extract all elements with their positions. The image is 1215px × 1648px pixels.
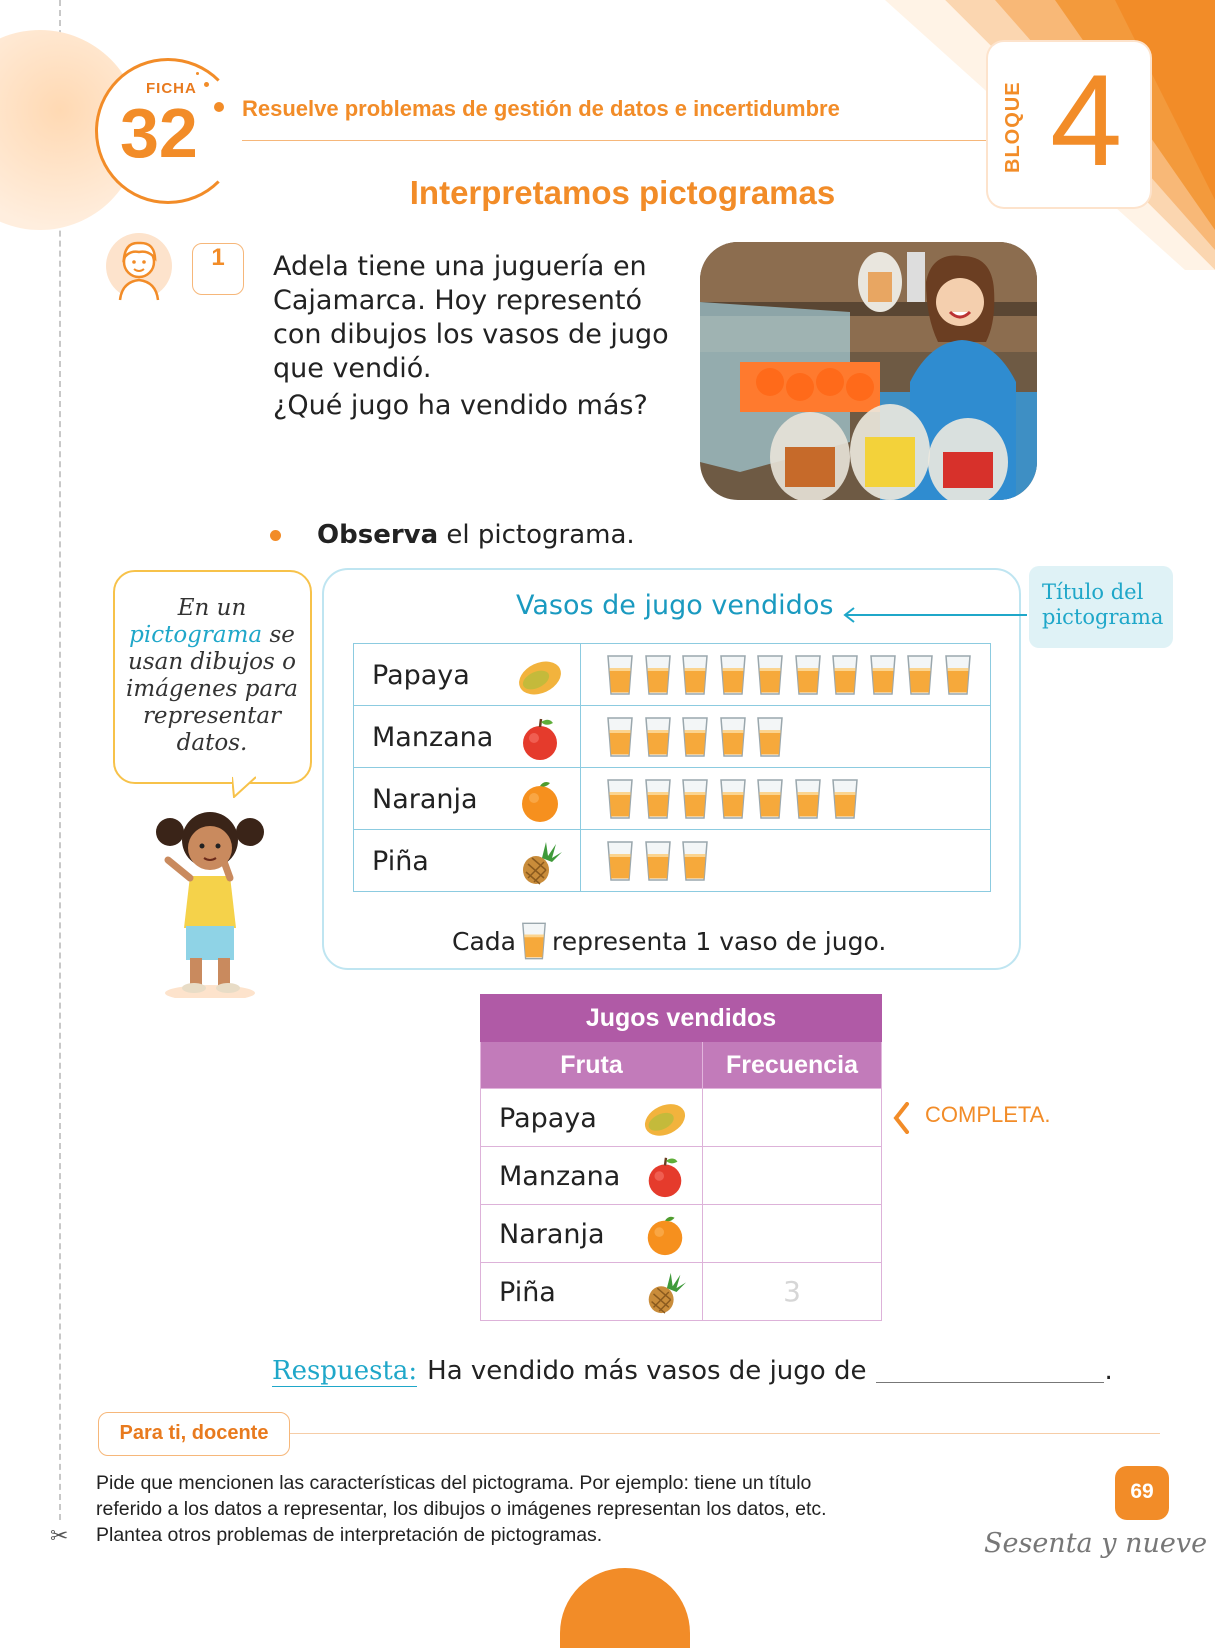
juice-glass-icon: [605, 839, 635, 883]
decor-dot: [204, 82, 209, 87]
column-header-fruta: Fruta: [481, 1042, 703, 1089]
papaya-icon: [516, 652, 564, 700]
observe-instruction: Observa el pictograma.: [270, 520, 635, 550]
answer-line: Respuesta: Ha vendido más vasos de jugo de .: [272, 1356, 1113, 1386]
apple-icon: [516, 714, 564, 762]
fruit-name: Naranja: [499, 1219, 605, 1250]
answer-blank[interactable]: [876, 1382, 1104, 1383]
frequency-input-cell[interactable]: [703, 1147, 882, 1205]
table-caption: Jugos vendidos: [481, 995, 882, 1042]
juice-glass-icon: [680, 653, 710, 697]
pictogram-legend: Cada representa 1 vaso de jugo.: [452, 920, 886, 962]
juice-glass-icon: [643, 715, 673, 759]
column-header-frecuencia: Frecuencia: [703, 1042, 882, 1089]
juice-glass-icon: [793, 777, 823, 821]
bullet-icon: [270, 530, 281, 541]
table-row: [481, 1089, 882, 1147]
juice-glass-icon: [943, 653, 973, 697]
bloque-number: 4: [1050, 47, 1123, 193]
pictogram-row: [354, 706, 991, 768]
bloque-label: BLOQUE: [1002, 81, 1024, 173]
juice-shop-illustration: [700, 242, 1037, 500]
juice-glass-icon: [643, 777, 673, 821]
pictogram-glasses-cell: [581, 644, 991, 706]
title-note-text: Título del pictograma: [1042, 580, 1164, 629]
bubble-text: En un pictograma se usan dibujos o imágenes para representar datos.: [126, 595, 298, 756]
table-row: [481, 1263, 882, 1321]
juice-glass-icon: [830, 653, 860, 697]
page-number: 69: [1130, 1480, 1154, 1503]
teacher-note-text: [96, 1470, 956, 1548]
pictogram-glasses-cell: [581, 830, 991, 892]
frequency-table: [480, 994, 882, 1321]
juice-glass-icon: [680, 777, 710, 821]
pictogram-fruit-cell: [354, 768, 581, 830]
juice-glass-icon: [868, 653, 898, 697]
arrow-left-icon: [842, 607, 1027, 623]
juice-glass-icon: [718, 653, 748, 697]
teacher-note-line: Pide que mencionen las características del pictograma. Por ejemplo: tiene un título: [96, 1472, 812, 1494]
pictogram-fruit-cell: [354, 830, 581, 892]
bubble-highlight: pictograma: [129, 622, 263, 648]
fruit-name: Piña: [499, 1277, 556, 1308]
juice-glass-icon: [643, 653, 673, 697]
juice-glass-icon: [718, 715, 748, 759]
frequency-input-cell[interactable]: 3: [703, 1263, 882, 1321]
pineapple-icon: [516, 838, 564, 886]
ficha-label: FICHA: [146, 80, 197, 97]
page-number-words: Sesenta y nueve: [984, 1528, 1208, 1559]
girl-illustration: [150, 798, 270, 998]
decor-dot: [196, 72, 199, 75]
complete-hint: COMPLETA.: [925, 1102, 1051, 1127]
teacher-note-line: Plantea otros problemas de interpretación de pictogramas.: [96, 1524, 603, 1546]
pictogram-glasses-cell: [581, 706, 991, 768]
subject-heading: Resuelve problemas de gestión de datos e incertidumbre: [242, 96, 840, 121]
fruit-cell: [481, 1205, 703, 1263]
juice-glass-icon: [793, 653, 823, 697]
pictogram-table: [353, 643, 991, 892]
ficha-number: 32: [120, 94, 198, 172]
bottom-decoration: [560, 1568, 690, 1648]
frequency-input-cell[interactable]: [703, 1205, 882, 1263]
juice-glass-icon: [605, 715, 635, 759]
answer-label: Respuesta:: [272, 1356, 418, 1386]
teacher-note-title: Para ti, docente: [119, 1422, 269, 1444]
question-number: 1: [192, 243, 244, 295]
scissors-icon: ✂: [50, 1524, 69, 1549]
juice-glass-icon: [605, 777, 635, 821]
table-row: [481, 1205, 882, 1263]
papaya-icon: [642, 1095, 688, 1141]
juice-glass-icon: [680, 715, 710, 759]
fruit-cell: [481, 1089, 703, 1147]
teacher-note-line: referido a los datos a representar, los dibujos o imágenes representan los datos, etc.: [96, 1498, 827, 1520]
juice-glass-icon: [718, 777, 748, 821]
pictogram-fruit-cell: [354, 706, 581, 768]
pictogram-row: [354, 830, 991, 892]
fruit-name: Manzana: [372, 722, 494, 753]
pictogram-fruit-cell: [354, 644, 581, 706]
problem-statement: Adela tiene una juguería en Cajamarca. Hoy representó con dibujos los vasos de jugo que vendió.: [273, 251, 669, 384]
teacher-note-rule: [290, 1433, 1160, 1434]
fruit-name: Piña: [372, 846, 429, 877]
orange-icon: [642, 1211, 688, 1257]
fruit-name: Papaya: [372, 660, 470, 691]
juice-glass-icon: [755, 653, 785, 697]
fruit-cell: [481, 1147, 703, 1205]
juice-glass-icon: [755, 777, 785, 821]
juice-glass-icon: [755, 715, 785, 759]
table-row: [481, 1147, 882, 1205]
apple-icon: [642, 1153, 688, 1199]
header-rule: [242, 140, 987, 141]
pictogram-row: [354, 644, 991, 706]
juice-glass-icon: [520, 920, 548, 962]
pictogram-glasses-cell: [581, 768, 991, 830]
pictogram-title: Vasos de jugo vendidos: [516, 590, 834, 621]
fruit-cell: [481, 1263, 703, 1321]
fruit-name: Papaya: [499, 1103, 597, 1134]
juice-glass-icon: [643, 839, 673, 883]
juice-glass-icon: [680, 839, 710, 883]
pictogram-row: [354, 768, 991, 830]
problem-question: ¿Qué jugo ha vendido más?: [273, 390, 648, 421]
juice-glass-icon: [605, 653, 635, 697]
fruit-name: Manzana: [499, 1161, 621, 1192]
speech-bubble-tail: [232, 776, 256, 798]
juice-glass-icon: [905, 653, 935, 697]
juice-glass-icon: [830, 777, 860, 821]
frequency-input-cell[interactable]: [703, 1089, 882, 1147]
chevron-left-icon: [893, 1102, 911, 1134]
pineapple-icon: [642, 1269, 688, 1315]
page-title: Interpretamos pictogramas: [409, 174, 836, 211]
student-avatar-icon: [106, 230, 172, 302]
fruit-name: Naranja: [372, 784, 478, 815]
decor-dot: [214, 102, 224, 112]
orange-icon: [516, 776, 564, 824]
